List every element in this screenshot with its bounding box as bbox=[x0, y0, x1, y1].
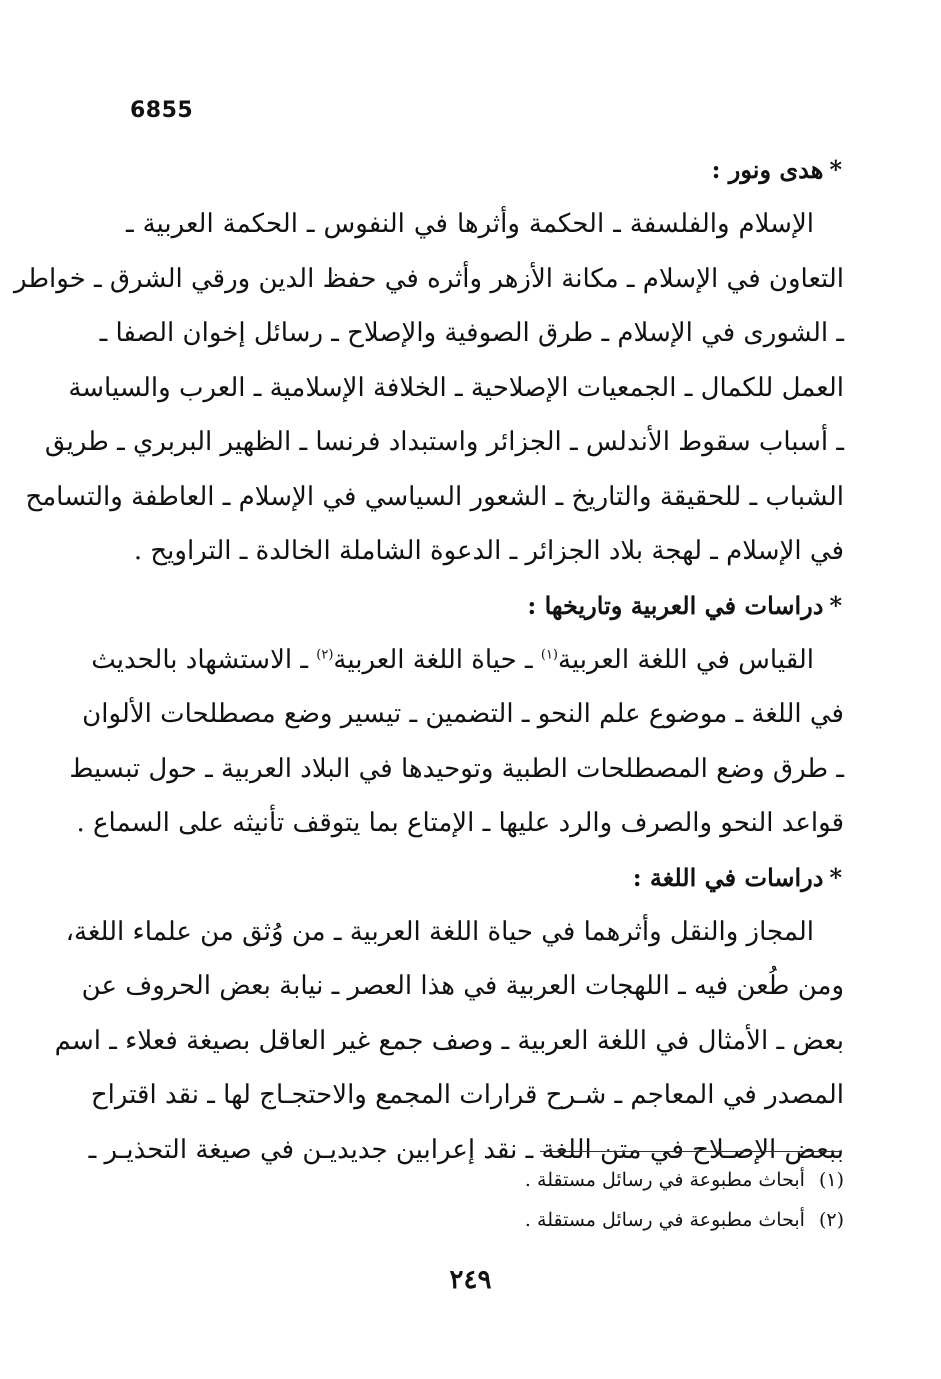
footnote-ref-1[interactable]: (١) bbox=[540, 646, 558, 662]
text-line: الشباب ـ للحقيقة والتاريخ ـ الشعور السياسي في الإسلام ـ العاطفة والتسامح bbox=[25, 481, 844, 512]
section-heading-text: دراسات في اللغة : bbox=[632, 862, 824, 892]
footnote-text: أبحاث مطبوعة في رسائل مستقلة . bbox=[524, 1169, 805, 1191]
bullet-star: * bbox=[829, 590, 842, 620]
footnote-text: أبحاث مطبوعة في رسائل مستقلة . bbox=[524, 1209, 805, 1231]
page-number: ٢٤٩ bbox=[449, 1265, 492, 1295]
section-heading-language-studies bbox=[126, 853, 844, 905]
text-line: الإسلام والفلسفة ـ الحكمة وأثرها في النفوس ـ الحكمة العربية ـ bbox=[126, 209, 814, 239]
text-segment: القياس في اللغة العربية bbox=[558, 644, 814, 675]
text-line: ومن طُعن فيه ـ اللهجات العربية في هذا العصر ـ نيابة بعض الحروف عن bbox=[81, 971, 844, 1001]
text-segment: ـ حياة اللغة العربية bbox=[333, 644, 541, 675]
footnote-divider bbox=[540, 1151, 842, 1152]
section-body-huda-wa-nur bbox=[13, 197, 844, 579]
footnote-number: (٢) bbox=[818, 1209, 844, 1231]
section-heading-text: هدى ونور : bbox=[711, 155, 824, 184]
text-line: ـ طرق وضع المصطلحات الطبية وتوحيدها في البلاد العربية ـ حول تبسيط bbox=[69, 753, 844, 784]
section-body-language-studies bbox=[54, 905, 844, 1178]
section-body-arabic-studies bbox=[69, 633, 844, 851]
page-body bbox=[13, 145, 844, 1179]
bullet-star: * bbox=[829, 862, 842, 892]
footnote-item bbox=[126, 1200, 844, 1240]
footnotes bbox=[126, 1160, 844, 1240]
footnote-ref-2[interactable]: (٢) bbox=[316, 646, 334, 662]
text-line: قواعد النحو والصرف والرد عليها ـ الإمتاع بما يتوقف تأنيثه على السماع . bbox=[76, 808, 844, 838]
text-line: ـ الشورى في الإسلام ـ طرق الصوفية والإصلاح ـ رسائل إخوان الصفا ـ bbox=[99, 318, 844, 348]
text-line: العمل للكمال ـ الجمعيات الإصلاحية ـ الخلافة الإسلامية ـ العرب والسياسة bbox=[68, 372, 844, 403]
page-id-number: 6855 bbox=[130, 98, 194, 123]
text-line: ـ أسباب سقوط الأندلس ـ الجزائر واستبداد فرنسا ـ الظهير البربري ـ طريق bbox=[44, 427, 844, 457]
section-heading-text: دراسات في العربية وتاريخها : bbox=[527, 590, 824, 620]
section-heading-huda-wa-nur bbox=[126, 145, 844, 197]
text-line: في اللغة ـ موضوع علم النحو ـ التضمين ـ تيسير وضع مصطلحات الألوان bbox=[82, 699, 844, 729]
footnote-number: (١) bbox=[818, 1169, 844, 1191]
bullet-star: * bbox=[829, 155, 842, 184]
text-line: المصدر في المعاجم ـ شـرح قرارات المجمع والاحتجـاج لها ـ نقد اقتراح bbox=[90, 1080, 844, 1110]
text-line: في الإسلام ـ لهجة بلاد الجزائر ـ الدعوة الشاملة الخالدة ـ التراويح . bbox=[133, 536, 844, 566]
text-line: المجاز والنقل وأثرهما في حياة اللغة العربية ـ من وُثق من علماء اللغة، bbox=[65, 916, 814, 947]
text-line: بعض ـ الأمثال في اللغة العربية ـ وصف جمع غير العاقل بصيغة فعلاء ـ اسم bbox=[54, 1025, 844, 1056]
section-heading-arabic-studies bbox=[126, 581, 844, 633]
text-line bbox=[91, 633, 844, 688]
text-line: التعاون في الإسلام ـ مكانة الأزهر وأثره في حفظ الدين ورقي الشرق ـ خواطر bbox=[13, 263, 844, 294]
text-segment: ـ الاستشهاد بالحديث bbox=[91, 644, 317, 675]
text-line: ببعض الإصـلاح في متن اللغة ـ نقد إعرابين جديديـن في صيغة التحذيـر ـ bbox=[88, 1134, 844, 1165]
footnote-item bbox=[126, 1160, 844, 1200]
